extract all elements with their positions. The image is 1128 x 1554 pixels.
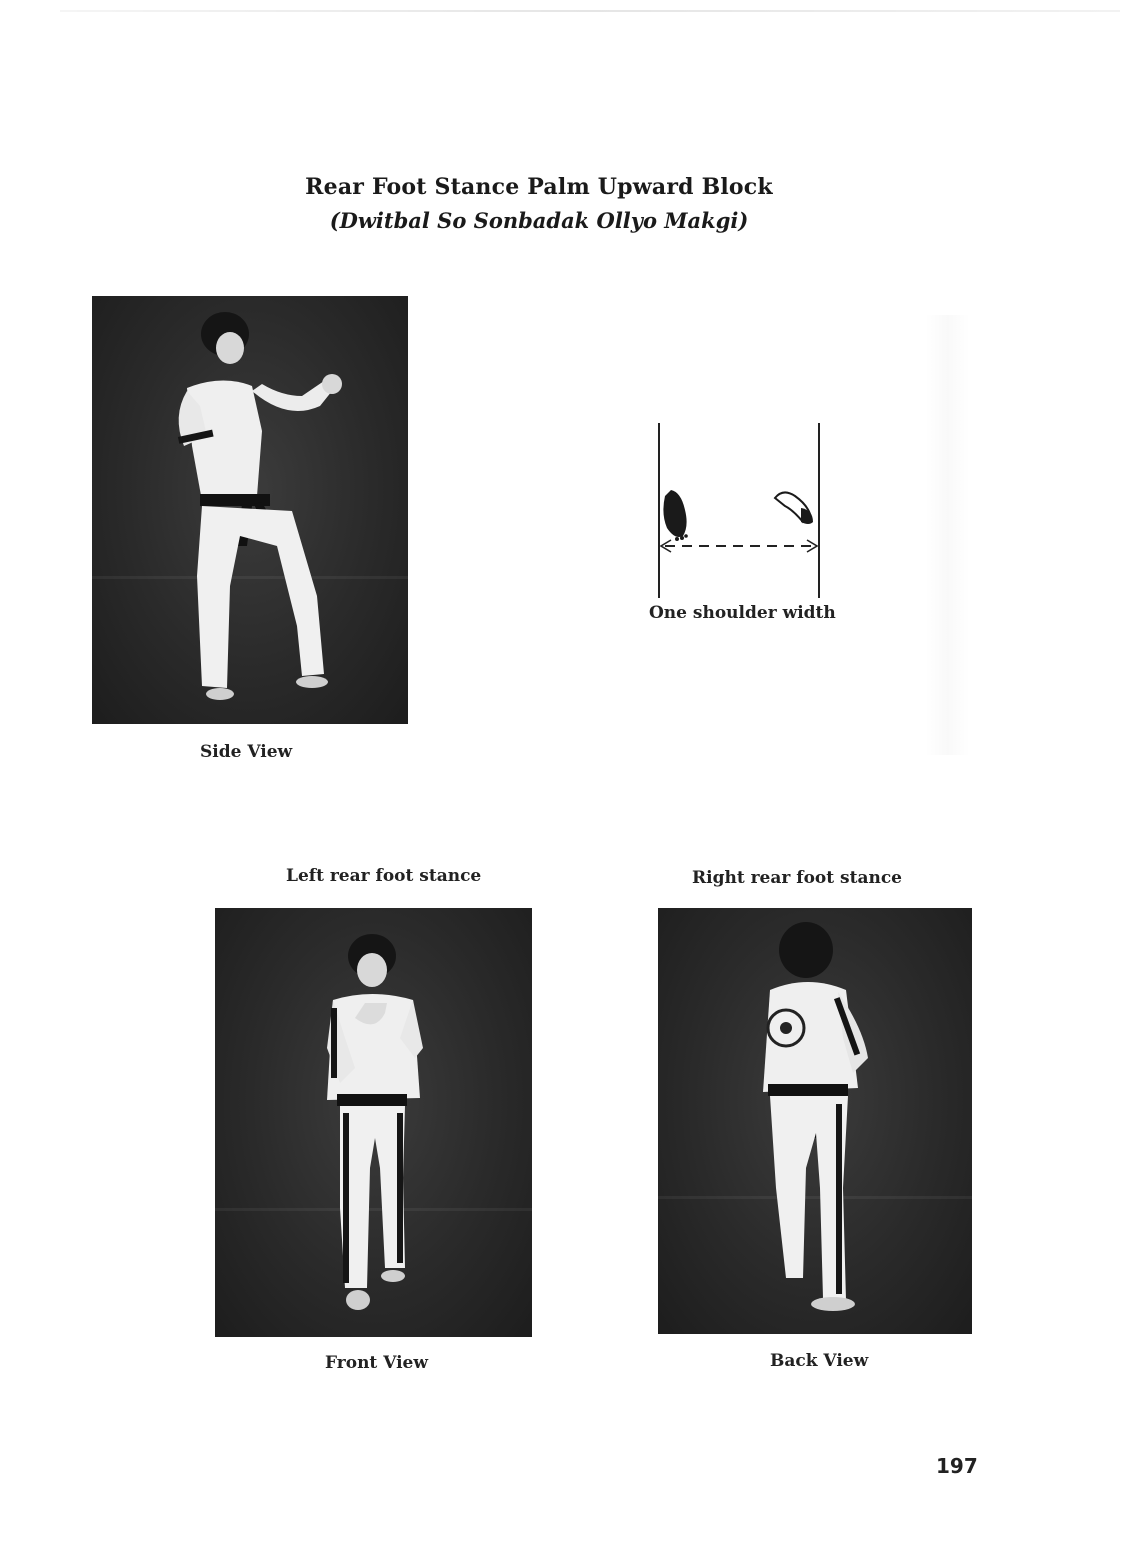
back-view-figure bbox=[658, 908, 972, 1334]
right-foot-icon bbox=[775, 492, 813, 524]
scan-top-edge bbox=[60, 10, 1120, 12]
page-number: 197 bbox=[936, 1454, 978, 1478]
left-stance-caption: Left rear foot stance bbox=[286, 866, 482, 886]
side-view-photo bbox=[92, 296, 408, 724]
shoulder-width-caption: One shoulder width bbox=[649, 603, 836, 623]
side-view-figure bbox=[92, 296, 408, 724]
front-view-caption: Front View bbox=[325, 1353, 428, 1373]
stance-diagram bbox=[645, 418, 835, 603]
front-view-figure bbox=[215, 908, 532, 1337]
back-view-caption: Back View bbox=[770, 1351, 869, 1371]
back-view-photo bbox=[658, 908, 972, 1334]
page-subtitle: (Dwitbal So Sonbadak Ollyo Makgi) bbox=[329, 208, 749, 233]
scan-shade bbox=[925, 315, 970, 755]
left-foot-icon bbox=[663, 490, 687, 541]
right-stance-caption: Right rear foot stance bbox=[692, 868, 902, 888]
page-title: Rear Foot Stance Palm Upward Block bbox=[305, 174, 773, 200]
front-view-photo bbox=[215, 908, 532, 1337]
side-view-caption: Side View bbox=[200, 742, 293, 762]
